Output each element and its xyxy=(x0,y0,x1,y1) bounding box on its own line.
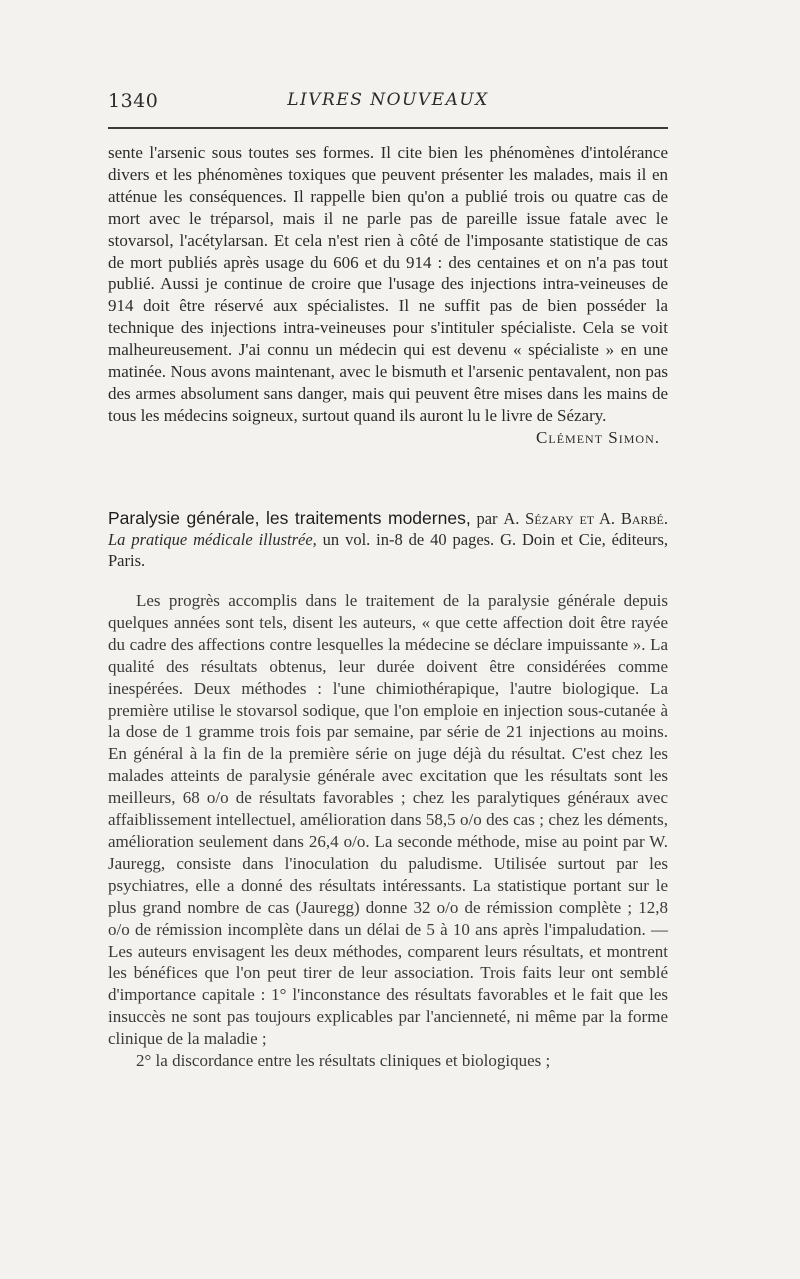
review-1-text: sente l'arsenic sous toutes ses formes. Il cite bien les phénomènes d'intolérance divers et les phénomènes toxiques que peuvent présenter les malades, mais il en atténue les conséquences. Il rappelle bien qu'on a publié trois ou quatre cas de mort avec le tréparsol, mais il ne parle pas de pareille issue fatale avec le stovarsol, l'acétylarsan. Et cela n'est rien à côté de l'imposante statistique de cas de mort publiés après usage du 606 et du 914 : des centaines et on n'a pas tout publié. Aussi je continue de croire que l'usage des injections intra-veineuses de 914 doit être réservé aux spécialistes. Il ne suffit pas de bien posséder la technique des injections intra-veineuses pour s'intituler spécialiste. Cela se voit malheureusement. J'ai connu un médecin qui est devenu « spécialiste » en une matinée. Nous avons maintenant, avec le bismuth et l'arsenic pentavalent, non pas des armes absolument sans danger, mais qui peuvent être mises dans les mains de tous les médecins soigneux, surtout quand ils auront lu le livre de Sézary. xyxy=(108,143,668,425)
review-2-paragraph-2: 2° la discordance entre les résultats cliniques et biologiques ; xyxy=(136,1051,551,1071)
book-entry-heading xyxy=(108,508,668,571)
running-head: LIVRES NOUVEAUX xyxy=(287,90,489,110)
book-details: un vol. in-8 de 40 pages. G. Doin et Cie, éditeurs, Paris. xyxy=(108,530,668,570)
review-2-paragraph-1: Les progrès accomplis dans le traitement de la paralysie générale depuis quelques années sont tels, disent les auteurs, « que cette affection doit être rayée du cadre des affections contre lesquelles la médecine se déclare impuissante ». La qualité des résultats obtenus, leur durée doivent être considérées comme inespérées. Deux méthodes : l'une chimiothérapique, l'autre biologique. La première utilise le stovarsol sodique, que l'on emploie en injection sous-cutanée à la dose de 1 gramme trois fois par semaine, par série de 21 injections au moins. En général à la fin de la première série on juge déjà du résultat. C'est chez les malades atteints de paralysie générale avec excitation que les résultats sont les meilleurs, 68 o/o de résultats favorables ; chez les paralytiques généraux avec affaiblissement intellectuel, amélioration dans 58,5 o/o des cas ; chez les déments, amélioration seulement dans 26,4 o/o. La seconde méthode, mise au point par W. Jauregg, consiste dans l'inoculation du paludisme. Utilisée surtout par les psychiatres, elle a donné des résultats intéressants. La statistique portant sur le plus grand nombre de cas (Jauregg) donne 32 o/o de rémission complète ; 12,8 o/o de rémission incomplète dans un délai de 5 à 10 ans après l'impaludation. — Les auteurs envisagent les deux méthodes, comparent leurs résultats, et montrent les bénéfices que l'on peut tirer de leur association. Trois faits leur ont semblé d'importance capitale : 1° l'inconstance des résultats favorables et le fait que les insuccès ne sont pas toujours explicables par l'ancienneté, ni même par la forme clinique de la maladie ; xyxy=(108,591,668,1049)
header-rule xyxy=(108,127,668,129)
review-2 xyxy=(108,590,668,1072)
review-continued xyxy=(108,142,668,449)
page-header xyxy=(108,90,668,120)
page-number: 1340 xyxy=(108,90,159,112)
book-authors: A. Sézary et A. Barbé. xyxy=(503,509,668,528)
book-series: La pratique médicale illustrée, xyxy=(108,530,317,549)
book-by: par xyxy=(470,509,504,528)
book-title: Paralysie générale, les traitements modernes, xyxy=(108,508,471,528)
review-1-signature: Clément Simon. xyxy=(536,427,660,447)
